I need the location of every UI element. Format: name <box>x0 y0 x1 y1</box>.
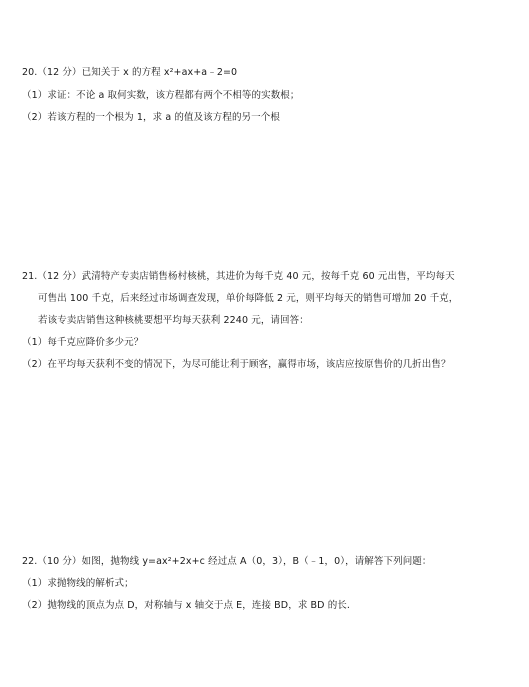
question-20-part-2: （2）若该方程的一个根为 1，求 a 的值及该方程的另一个根 <box>22 112 280 123</box>
question-22-part-2: （2）抛物线的顶点为点 D，对称轴与 x 轴交于点 E，连接 BD，求 BD 的长. <box>22 600 351 611</box>
question-21-part-1: （1）每千克应降价多少元？ <box>22 337 144 348</box>
question-20-stem: 20.（12 分）已知关于 x 的方程 x²+ax+a﹣2=0 <box>22 67 238 78</box>
question-21-stem-line-3: 若该专卖店销售这种核桃要想平均每天获利 2240 元，请回答： <box>38 315 309 326</box>
question-21-stem-line-1: 21.（12 分）武清特产专卖店销售杨村核桃，其进价为每千克 40 元，按每千克 60 元出售，平均每天 <box>22 271 455 282</box>
question-21-stem-line-2: 可售出 100 千克，后来经过市场调查发现，单价每降低 2 元，则平均每天的销售可增加 20 千克， <box>38 293 459 304</box>
question-22-stem: 22.（10 分）如图，抛物线 y=ax²+2x+c 经过点 A（0，3），B（﹣1，0），请解答下列问题： <box>22 556 432 567</box>
question-20-part-1: （1）求证：不论 a 取何实数，该方程都有两个不相等的实数根； <box>22 90 300 101</box>
question-21-part-2: （2）在平均每天获利不变的情况下，为尽可能让利于顾客，赢得市场，该店应按原售价的几折出售？ <box>22 359 451 370</box>
question-22-part-1: （1）求抛物线的解析式； <box>22 578 134 589</box>
